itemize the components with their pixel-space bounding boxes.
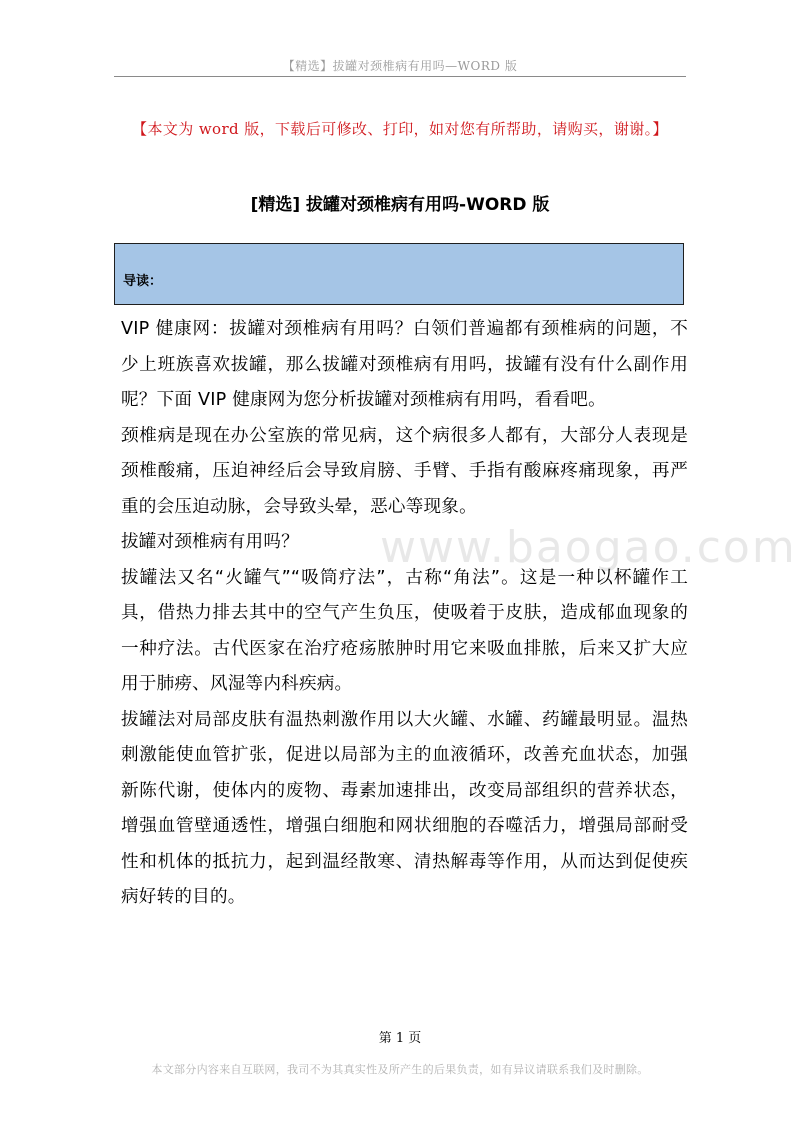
page-header: 【精选】拔罐对颈椎病有用吗—WORD 版 [282,59,518,73]
paragraph: 拔罐法对局部皮肤有温热刺激作用以大火罐、水罐、药罐最明显。温热刺激能使血管扩张，促进以局部为主的血液循环，改善充血状态，加强新陈代谢，使体内的废物、毒素加速排出，改变局部组织的营养状态，增强血管壁通透性，增强白细胞和网状细胞的吞噬活力，增强局部耐受性和机体的抵抗力，起到温经散寒、清热解毒等作用，从而达到促使疾病好转的目的。 [121,709,688,907]
guide-label: 导读： [123,274,163,289]
document-title: [精选] 拔罐对颈椎病有用吗-WORD 版 [250,195,550,215]
paragraph: 拔罐法又名“火罐气”“吸筒疗法”，古称“角法”。这是一种以杯罐作工具，借热力排去其中的空气产生负压，使吸着于皮肤，造成郁血现象的一种疗法。古代医家在治疗疮疡脓肿时用它来吸血排脓，后来又扩大应用于肺痨、风湿等内科疾病。 [121,567,688,694]
header-divider [114,76,686,77]
article-body [121,312,688,916]
page-number: 第 1 页 [378,1031,422,1046]
watermark: www.baogao.com [380,522,797,573]
purchase-notice: 【本文为 word 版，下载后可修改、打印，如对您有所帮助，请购买，谢谢。】 [132,120,668,138]
subheading: 拔罐对颈椎病有用吗？ [121,532,299,552]
footer-disclaimer: 本文部分内容来自互联网，我司不为其真实性及所产生的后果负责，如有异议请联系我们及时删除。 [151,1063,649,1076]
paragraph: 颈椎病是现在办公室族的常见病，这个病很多人都有，大部分人表现是颈椎酸痛，压迫神经后会导致肩膀、手臂、手指有酸麻疼痛现象，再严重的会压迫动脉，会导致头晕，恶心等现象。 [121,425,688,517]
paragraph: VIP 健康网：拔罐对颈椎病有用吗？白领们普遍都有颈椎病的问题，不少上班族喜欢拔罐，那么拔罐对颈椎病有用吗，拔罐有没有什么副作用呢？下面 VIP 健康网为您分析拔罐对颈椎病有用吗，看看吧。 [121,319,688,410]
guide-box [114,243,684,305]
